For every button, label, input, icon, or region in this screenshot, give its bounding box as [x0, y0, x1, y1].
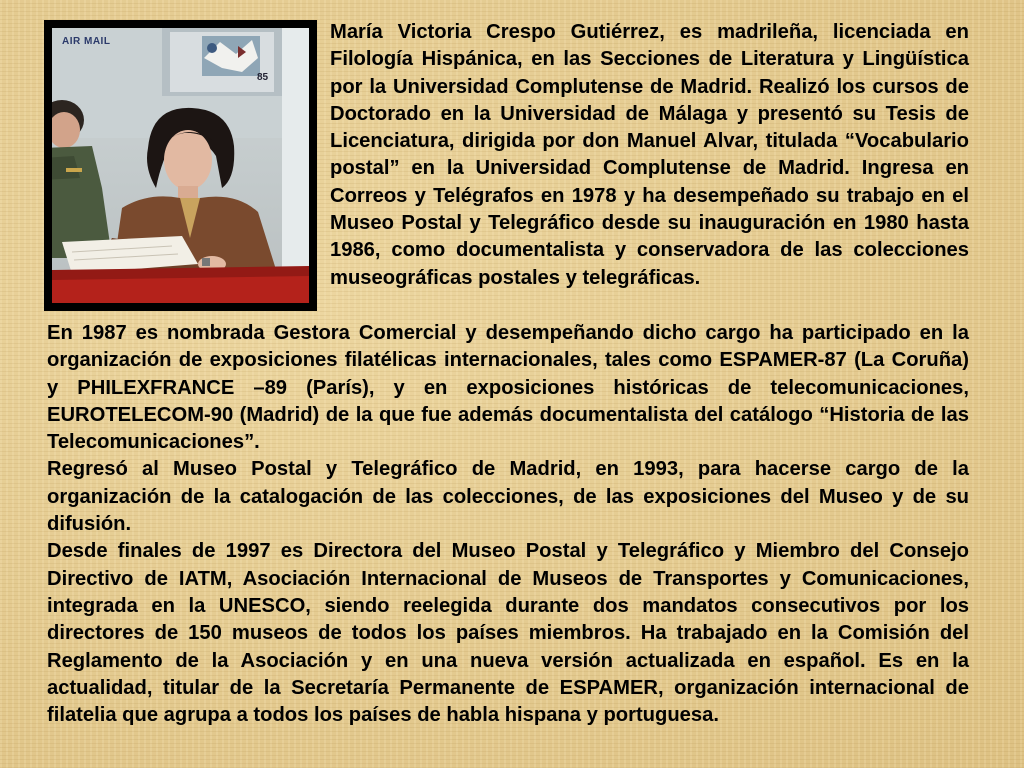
portrait-photo-frame [44, 20, 317, 311]
portrait-photo [52, 28, 309, 303]
paragraph-directora: Desde finales de 1997 es Directora del Museo Postal y Telegráfico y Miembro del Consejo Directivo de IATM, Asociación Internacional de Museos de Transportes y Comunicaciones, integrada en la UNESCO, siendo reelegida durante dos mandatos consecutivos por los directores de 150 museos de todos los países miembros. Ha trabajado en la Comisión del Reglamento de la Asociación y en una nueva versión actualizada en español. Es en la actualidad, titular de la Secretaría Permanente de ESPAMER, organización internacional de filatelia que agrupa a todos los países de habla hispana y portuguesa. [47, 540, 969, 727]
airmail-label: AIR MAIL [62, 36, 111, 47]
paragraph-regreso-museo: Regresó al Museo Postal y Telegráfico de Madrid, en 1993, para hacerse cargo de la organización de la catalogación de las colecciones, de las exposiciones del Museo y de su difusión. [47, 458, 969, 536]
paragraph-gestora-comercial: En 1987 es nombrada Gestora Comercial y desempeñando dicho cargo ha participado en la organización de exposiciones filatélicas internacionales, tales como ESPAMER-87 (La Coruña) y PHILEXFRANCE –89 (París), y en exposiciones históricas de telecomunicaciones, EUROTELECOM-90 (Madrid) de la que fue además documentalista del catálogo “Historia de las Telecomunicaciones”. [47, 322, 969, 454]
intro-text-block [330, 19, 969, 292]
body-text-block [47, 320, 969, 729]
stamp-number: 85 [257, 72, 269, 83]
photo-illustration [52, 28, 309, 303]
intro-paragraph: María Victoria Crespo Gutiérrez, es madrileña, licenciada en Filología Hispánica, en las Secciones de Literatura y Lingüística por la Universidad Complutense de Madrid. Realizó los cursos de Doctorado en la Universidad de Málaga y presentó su Tesis de Licenciatura, dirigida por don Manuel Alvar, titulada “Vocabulario postal” en la Universidad Complutense de Madrid. Ingresa en Correos y Telégrafos en 1978 y ha desempeñado su trabajo en el Museo Postal y Telegráfico desde su inauguración en 1980 hasta 1986, como documentalista y conservadora de las colecciones museográficas postales y telegráficas. [330, 21, 969, 289]
